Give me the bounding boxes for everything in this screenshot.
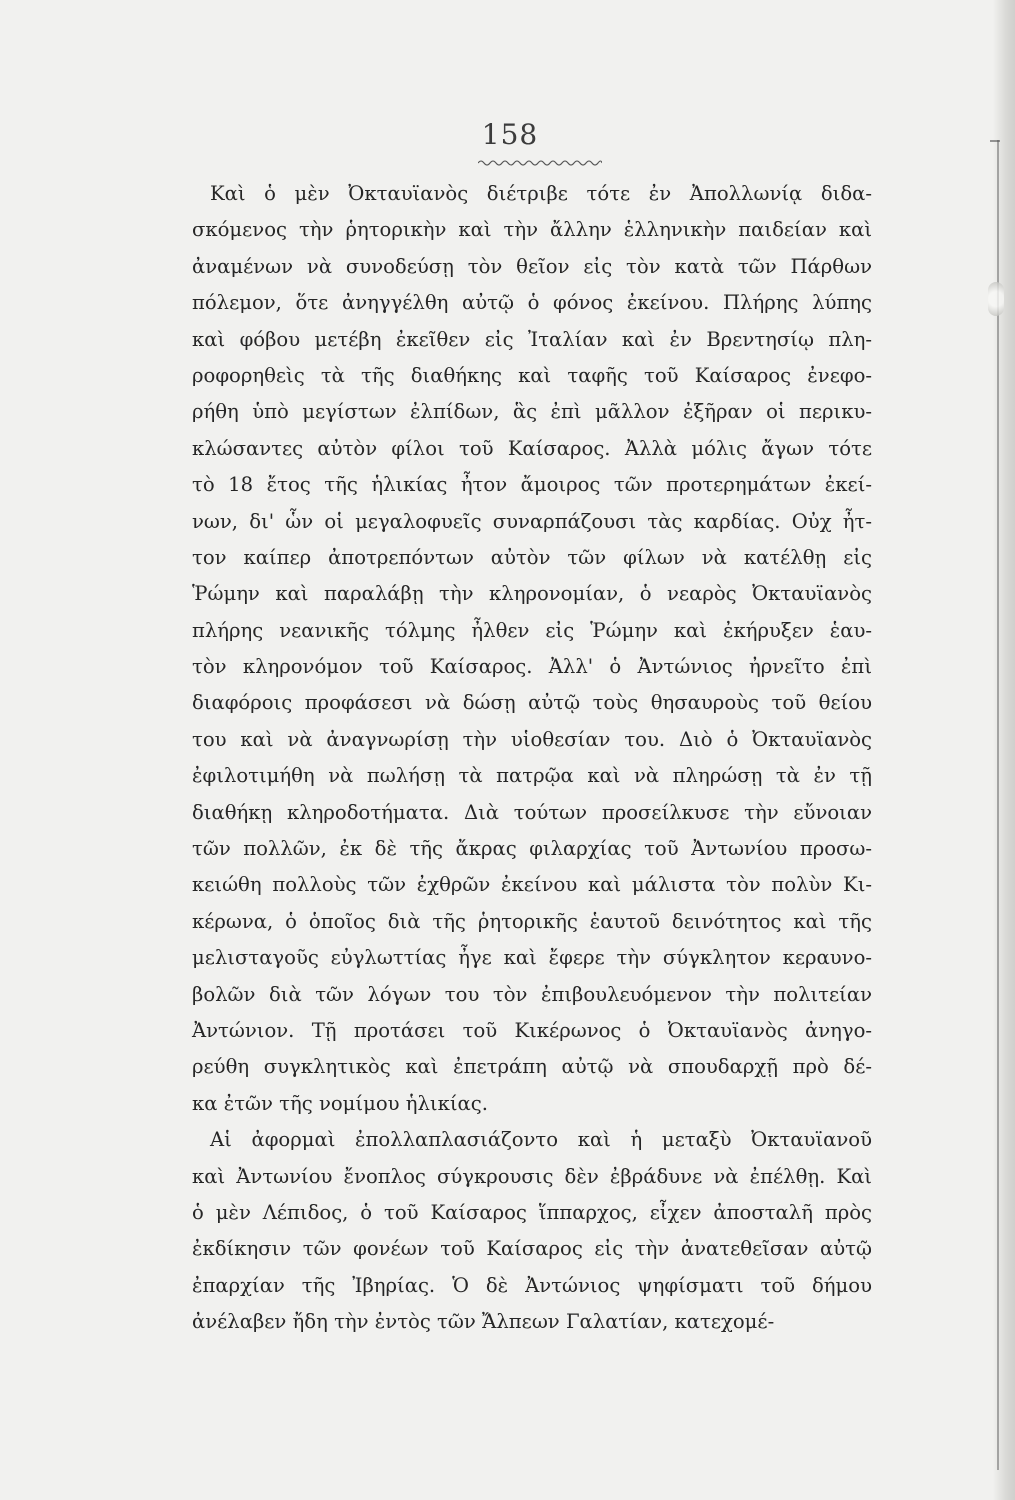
text-line: διαθήκῃ κληροδοτήματα. Διὰ τούτων προσείλκυσε τὴν εὔνοιαν [192,800,872,824]
text-line: βολῶν διὰ τῶν λόγων του τὸν ἐπιβουλευόμενον τὴν πολιτείαν [192,982,872,1006]
ornamental-rule [478,158,602,168]
text-line: τῶν πολλῶν, ἐκ δὲ τῆς ἄκρας φιλαρχίας τοῦ Ἀντωνίου προσω- [192,837,872,861]
text-line: νων, δι' ὧν οἱ μεγαλοφυεῖς συναρπάζουσι τὰς καρδίας. Οὐχ ἦτ- [192,509,872,533]
body-text [192,176,872,1341]
binding-edge [997,140,999,1470]
text-line: ἀναμένων νὰ συνοδεύσῃ τὸν θεῖον εἰς τὸν κατὰ τῶν Πάρθων [192,254,872,278]
text-line: Ἀντώνιον. Τῇ προτάσει τοῦ Κικέρωνος ὁ Ὀκταυϊανὸς ἀνηγο- [192,1018,872,1042]
text-line: τον καίπερ ἀποτρεπόντων αὐτὸν τῶν φίλων νὰ κατέλθῃ εἰς [192,545,872,569]
text-line: ρεύθη συγκλητικὸς καὶ ἐπετράπη αὐτῷ νὰ σπουδαρχῇ πρὸ δέ- [192,1055,872,1079]
binding-tick [990,140,1000,142]
text-line: ἐφιλοτιμήθη νὰ πωλήσῃ τὰ πατρῷα καὶ νὰ πληρώσῃ τὰ ἐν τῇ [192,764,872,788]
text-line: κέρωνα, ὁ ὁποῖος διὰ τῆς ῥητορικῆς ἑαυτοῦ δεινότητος καὶ τῆς [192,909,872,933]
text-line: μελισταγοῦς εὐγλωττίας ἦγε καὶ ἔφερε τὴν σύγκλητον κεραυνο- [192,946,872,970]
text-line: Καὶ ὁ μὲν Ὀκταυϊανὸς διέτριβε τότε ἐν Ἀπολλωνίᾳ διδα- [210,182,872,205]
text-line: ἐπαρχίαν τῆς Ἰβηρίας. Ὁ δὲ Ἀντώνιος ψηφίσματι τοῦ δήμου [192,1273,872,1297]
binding-hole [988,282,1004,316]
text-line: καὶ φόβου μετέβη ἐκεῖθεν εἰς Ἰταλίαν καὶ ἐν Βρεντησίῳ πλη- [192,327,872,351]
text-line: πόλεμον, ὅτε ἀνηγγέλθη αὐτῷ ὁ φόνος ἐκείνου. Πλήρης λύπης [192,291,872,315]
text-line: ἐκδίκησιν τῶν φονέων τοῦ Καίσαρος εἰς τὴν ἀνατεθεῖσαν αὐτῷ [192,1237,872,1261]
text-line: τὸ 18 ἔτος τῆς ἡλικίας ἦτον ἄμοιρος τῶν προτερημάτων ἐκεί- [192,473,872,497]
text-line: διαφόροις προφάσεσι νὰ δώσῃ αὐτῷ τοὺς θησαυροὺς τοῦ θείου [192,691,872,715]
text-line: κα ἐτῶν τῆς νομίμου ἡλικίας. [192,1091,488,1115]
text-line: ὁ μὲν Λέπιδος, ὁ τοῦ Καίσαρος ἵππαρχος, εἶχεν ἀποσταλῆ πρὸς [192,1200,872,1224]
text-line: Ῥώμην καὶ παραλάβῃ τὴν κληρονομίαν, ὁ νεαρὸς Ὀκταυϊανὸς [192,582,872,606]
text-line: ροφορηθεὶς τὰ τῆς διαθήκης καὶ ταφῆς τοῦ Καίσαρος ἐνεφο- [192,363,872,387]
text-line: ρήθη ὑπὸ μεγίστων ἐλπίδων, ἃς ἐπὶ μᾶλλον ἐξῆραν οἱ περικυ- [192,400,872,424]
text-line: κλώσαντες αὐτὸν φίλοι τοῦ Καίσαρος. Ἀλλὰ μόλις ἄγων τότε [192,436,872,460]
page-number: 158 [481,118,539,151]
text-line: κειώθη πολλοὺς τῶν ἐχθρῶν ἐκείνου καὶ μάλιστα τὸν πολὺν Κι- [192,873,872,897]
text-line: σκόμενος τὴν ῥητορικὴν καὶ τὴν ἄλλην ἑλληνικὴν παιδείαν καὶ [192,218,872,242]
text-line: ἀνέλαβεν ἤδη τὴν ἐντὸς τῶν Ἄλπεων Γαλατίαν, κατεχομέ- [192,1310,775,1334]
text-line: πλήρης νεανικῆς τόλμης ἦλθεν εἰς Ῥώμην καὶ ἐκήρυξεν ἑαυ- [192,618,872,642]
text-line: καὶ Ἀντωνίου ἔνοπλος σύγκρουσις δὲν ἐβράδυνε νὰ ἐπέλθῃ. Καὶ [192,1164,872,1188]
text-line: τὸν κληρονόμον τοῦ Καίσαρος. Ἀλλ' ὁ Ἀντώνιος ἠρνεῖτο ἐπὶ [192,655,872,679]
text-line: του καὶ νὰ ἀναγνωρίσῃ τὴν υἱοθεσίαν του. Διὸ ὁ Ὀκταυϊανὸς [192,727,872,751]
text-line: Αἱ ἀφορμαὶ ἐπολλαπλασιάζοντο καὶ ἡ μεταξὺ Ὀκταυϊανοῦ [210,1128,872,1152]
